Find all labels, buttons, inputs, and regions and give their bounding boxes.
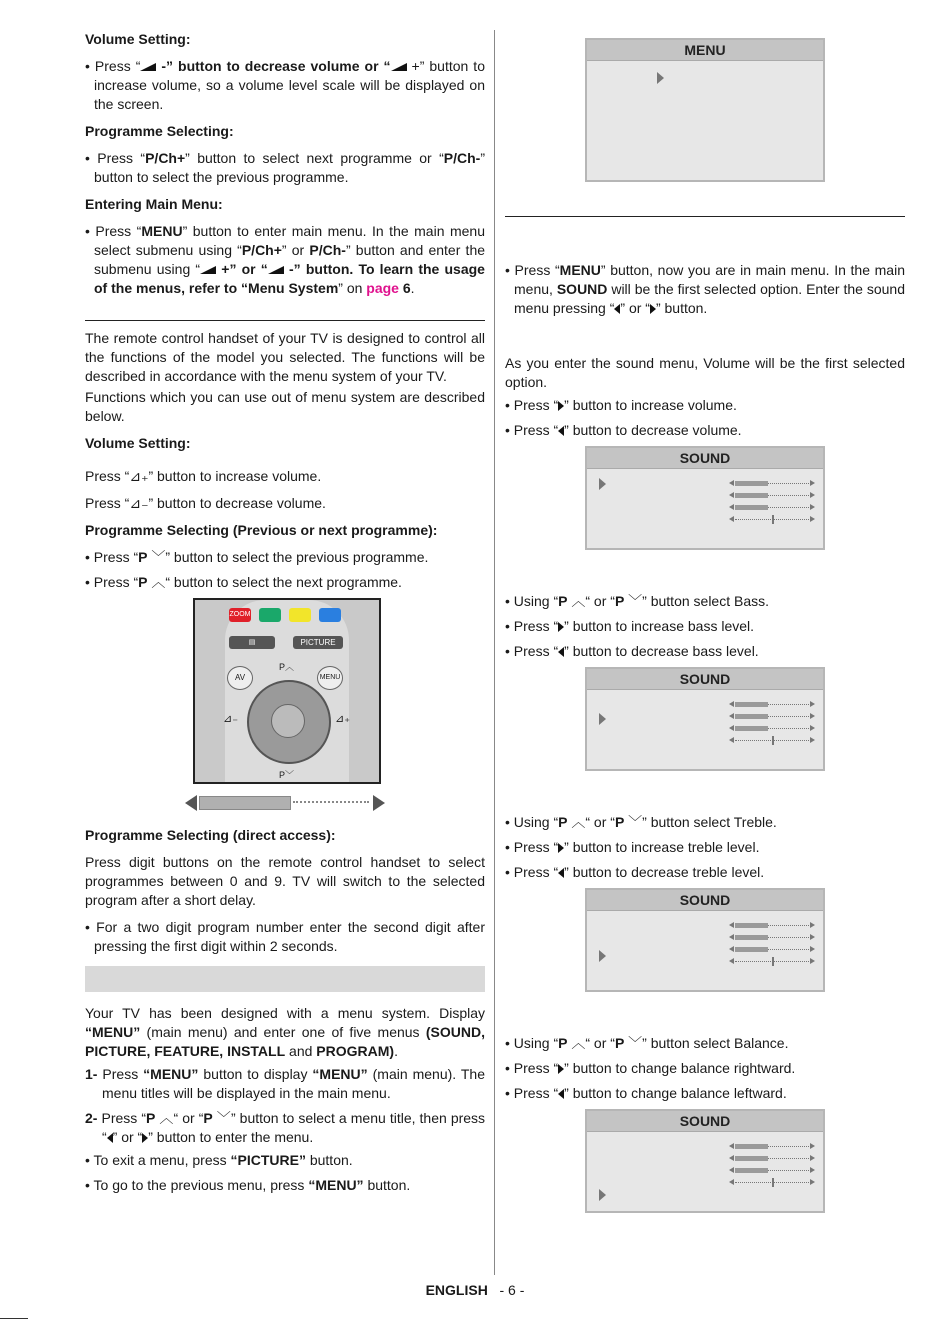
level-slider	[729, 504, 815, 511]
section-divider	[85, 320, 485, 321]
level-slider	[729, 1179, 815, 1186]
osd-title: SOUND	[587, 890, 823, 911]
previous-menu-bullet: • To go to the previous menu, press “MENU” button.	[85, 1177, 411, 1193]
balance-select-bullet: • Using “P ︿“ or “P ﹀” button select Balance.	[505, 1035, 789, 1051]
right-column	[505, 30, 905, 1213]
programme-selecting-heading-2: Programme Selecting (Previous or next programme):	[85, 522, 438, 538]
chevron-up-icon: ︿	[571, 1035, 586, 1051]
remote-control-image	[193, 598, 381, 784]
green-button[interactable]	[259, 608, 281, 622]
page-link[interactable]: page	[366, 280, 399, 296]
step-2: 2- Press “P ︿“ or “P ﹀” button to select a menu title, then press “ ” or “ ” button to enter the menu.	[85, 1110, 486, 1145]
volume-setting-heading: Volume Setting:	[85, 31, 191, 47]
sound-osd-treble	[585, 888, 825, 992]
sound-osd-volume	[585, 446, 825, 550]
av-button[interactable]: AV	[227, 666, 253, 690]
yellow-button[interactable]	[289, 608, 311, 622]
chevron-up-icon: ︿	[571, 814, 586, 830]
level-slider	[729, 946, 815, 953]
menu-system-bar	[85, 966, 485, 992]
level-slider	[729, 1167, 815, 1174]
chevron-down-icon: ﹀	[628, 1035, 643, 1051]
treble-dec-bullet: • Press “ ” button to decrease treble level.	[505, 864, 765, 880]
two-digit-bullet: • For a two digit program number enter the second digit after pressing the first digit within 2 seconds.	[85, 919, 485, 954]
programme-selecting-heading: Programme Selecting:	[85, 123, 234, 139]
chevron-down-icon: ﹀	[151, 549, 166, 565]
volume-increase-text: Press “⊿₊” button to increase volume.	[85, 468, 322, 484]
cursor-arrow-icon	[599, 478, 606, 490]
prev-programme-bullet: • Press “P ﹀” button to select the previous programme.	[85, 549, 429, 565]
osd-title: SOUND	[587, 448, 823, 469]
level-slider	[729, 958, 815, 965]
treble-select-bullet: • Using “P ︿“ or “P ﹀” button select Treble.	[505, 814, 777, 830]
teletext-button[interactable]: ▤	[229, 636, 275, 649]
main-menu-osd	[585, 38, 825, 182]
level-slider	[729, 1155, 815, 1162]
volume-bullet: • Press “ -” button to decrease volume or “ +” button to increase volume, so a volume level scale will be displayed on the screen.	[85, 58, 485, 112]
volume-scale-image	[185, 792, 385, 812]
picture-button[interactable]: PICTURE	[293, 636, 343, 649]
volume-inc-bullet: • Press “ ” button to increase volume.	[505, 397, 737, 413]
level-slider	[729, 701, 815, 708]
programme-bullet: • Press “P/Ch+” button to select next programme or “P/Ch-” button to select the previous programme.	[85, 150, 485, 185]
level-slider	[729, 934, 815, 941]
osd-title: SOUND	[587, 669, 823, 690]
chevron-down-icon: ﹀	[216, 1110, 231, 1126]
bass-dec-bullet: • Press “ ” button to decrease bass level.	[505, 643, 759, 659]
menu-system-intro: Your TV has been designed with a menu system. Display “MENU” (main menu) and enter one of five menus (SOUND, PICTURE, FEATURE, INSTALL and PROGRAM).	[85, 1005, 485, 1059]
volume-icon	[391, 63, 407, 71]
blue-button[interactable]	[319, 608, 341, 622]
remote-intro-2: Functions which you can use out of menu system are described below.	[85, 389, 485, 424]
sound-osd-balance	[585, 1109, 825, 1213]
step-1: 1- Press “MENU” button to display “MENU” (main menu). The menu titles will be displayed in the main menu.	[85, 1066, 485, 1101]
bass-inc-bullet: • Press “ ” button to increase bass level.	[505, 618, 755, 634]
volume-decrease-text: Press “⊿₋” button to decrease volume.	[85, 495, 326, 511]
footer-language: ENGLISH	[425, 1282, 488, 1298]
chevron-up-icon: ︿	[151, 574, 166, 590]
menu-button[interactable]: MENU	[317, 666, 343, 690]
volume-down-icon: ⊿₋	[129, 495, 149, 511]
volume-up-icon: ⊿₊	[129, 468, 149, 484]
remote-intro: The remote control handset of your TV is designed to control all the functions of the model you selected. The functions will be described in accordance with the menu system of your TV.	[85, 330, 485, 384]
level-slider	[729, 492, 815, 499]
volume-icon	[200, 266, 216, 274]
treble-inc-bullet: • Press “ ” button to increase treble level.	[505, 839, 760, 855]
main-menu-bullet: • Press “MENU” button to enter main menu. In the main menu select submenu using “P/Ch+” or P/Ch-” button and enter the submenu using “ +” or “ -” button. To learn the usage of the menus, refer to “Menu System” on page 6.	[85, 223, 486, 296]
main-menu-heading: Entering Main Menu:	[85, 196, 223, 212]
volume-icon	[140, 63, 156, 71]
page-footer	[0, 1282, 950, 1298]
cursor-arrow-icon	[657, 72, 664, 84]
cursor-arrow-icon	[599, 950, 606, 962]
level-slider	[729, 1143, 815, 1150]
balance-left-bullet: • Press “ ” button to change balance leftward.	[505, 1085, 787, 1101]
sound-menu-text: As you enter the sound menu, Volume will be the first selected option.	[505, 355, 905, 390]
osd-title: MENU	[587, 40, 823, 61]
level-slider	[729, 725, 815, 732]
section-divider	[505, 216, 905, 217]
left-column	[85, 30, 485, 1201]
chevron-down-icon: ﹀	[628, 814, 643, 830]
direct-access-text: Press digit buttons on the remote control handset to select programmes between 0 and 9. TV will switch to the selected program after a short delay.	[85, 854, 485, 908]
level-slider	[729, 516, 815, 523]
exit-bullet: • To exit a menu, press “PICTURE” button.	[85, 1152, 353, 1168]
bass-select-bullet: • Using “P ︿“ or “P ﹀” button select Bass.	[505, 593, 770, 609]
volume-icon	[268, 266, 284, 274]
osd-title: SOUND	[587, 1111, 823, 1132]
level-slider	[729, 737, 815, 744]
column-divider	[494, 30, 495, 1275]
enter-main-menu-bullet: • Press “MENU” button, now you are in main menu. In the main menu, SOUND will be the first selected option. Enter the sound menu pressing “ ” or “ ” button.	[505, 262, 905, 316]
balance-right-bullet: • Press “ ” button to change balance rightward.	[505, 1060, 796, 1076]
cursor-arrow-icon	[599, 713, 606, 725]
chevron-up-icon: ︿	[159, 1110, 174, 1126]
p-down-label: P﹀	[279, 770, 295, 780]
corner-rule	[0, 1318, 28, 1319]
chevron-up-icon: ︿	[571, 593, 586, 609]
level-slider	[729, 922, 815, 929]
level-slider	[729, 480, 815, 487]
page-number: - 6 -	[499, 1282, 525, 1298]
chevron-down-icon: ﹀	[628, 593, 643, 609]
vol-down-label: ⊿₋	[223, 713, 239, 725]
p-up-label: P︿	[279, 662, 295, 672]
cursor-arrow-icon	[599, 1189, 606, 1201]
volume-setting-heading-2: Volume Setting:	[85, 435, 191, 451]
level-slider	[729, 713, 815, 720]
zoom-button[interactable]: ZOOM	[229, 608, 251, 622]
volume-dec-bullet: • Press “ ” button to decrease volume.	[505, 422, 742, 438]
direct-access-heading: Programme Selecting (direct access):	[85, 827, 336, 843]
next-programme-bullet: • Press “P ︿“ button to select the next programme.	[85, 574, 402, 590]
sound-osd-bass	[585, 667, 825, 771]
vol-up-label: ⊿₊	[335, 713, 351, 725]
